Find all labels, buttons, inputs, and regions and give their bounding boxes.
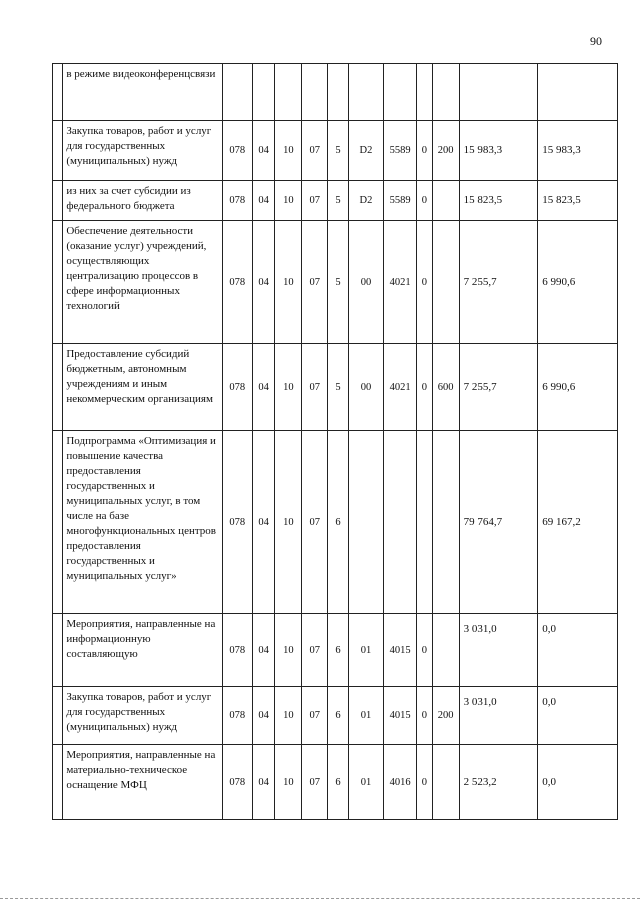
budget-table [52,63,618,820]
subprogram-code-cell: 5 [328,121,349,181]
admin-code-cell: 078 [222,614,252,687]
flag-code-cell [417,431,433,614]
program-code-cell [302,64,328,121]
subsection-code-cell: 10 [275,745,302,820]
item-name-cell: Мероприятия, направленные на информационную составляющую [63,614,222,687]
group-code-cell [348,64,383,121]
item-code-cell: 4015 [384,687,417,745]
subsection-code-cell: 10 [275,431,302,614]
section-code-cell: 04 [252,431,275,614]
admin-code-cell: 078 [222,431,252,614]
section-code-cell: 04 [252,344,275,431]
approved-amount-cell: 2 523,2 [459,745,538,820]
item-name-cell: Предоставление субсидий бюджетным, автономным учреждениям и иным некоммерческим организациям [63,344,222,431]
table-row [53,745,618,820]
table-row [53,344,618,431]
subprogram-code-cell: 5 [328,344,349,431]
group-code-cell: 01 [348,614,383,687]
section-code-cell: 04 [252,745,275,820]
admin-code-cell: 078 [222,745,252,820]
table-row [53,221,618,344]
group-code-cell [348,431,383,614]
item-code-cell: 5589 [384,121,417,181]
subprogram-code-cell: 5 [328,221,349,344]
program-code-cell: 07 [302,687,328,745]
program-code-cell: 07 [302,181,328,221]
executed-amount-cell: 0,0 [538,614,618,687]
approved-amount-cell [459,64,538,121]
item-code-cell: 4021 [384,344,417,431]
group-code-cell: 01 [348,745,383,820]
item-name-cell: Подпрограмма «Оптимизация и повышение качества предоставления государственных и муниципальных услуг, в том числе на базе многофункциональных центров предоставления государственных и муниципальных услуг» [63,431,222,614]
admin-code-cell: 078 [222,181,252,221]
flag-code-cell: 0 [417,687,433,745]
admin-code-cell: 078 [222,121,252,181]
table-row [53,614,618,687]
program-code-cell: 07 [302,221,328,344]
flag-code-cell: 0 [417,181,433,221]
approved-amount-cell: 79 764,7 [459,431,538,614]
approved-amount-cell: 15 823,5 [459,181,538,221]
item-code-cell [384,64,417,121]
item-name-cell: Мероприятия, направленные на материально-техническое оснащение МФЦ [63,745,222,820]
flag-code-cell: 0 [417,221,433,344]
table-row [53,431,618,614]
executed-amount-cell: 0,0 [538,687,618,745]
table-row [53,687,618,745]
expense-type-cell [432,181,459,221]
program-code-cell: 07 [302,614,328,687]
section-code-cell: 04 [252,121,275,181]
subprogram-code-cell [328,64,349,121]
section-code-cell: 04 [252,181,275,221]
item-code-cell: 4021 [384,221,417,344]
footer-divider [0,898,640,899]
section-code-cell [252,64,275,121]
item-name-cell: Обеспечение деятельности (оказание услуг) учреждений, осуществляющих централизацию процессов в сфере информационных технологий [63,221,222,344]
expense-type-cell [432,221,459,344]
item-name-cell: из них за счет субсидии из федерального бюджета [63,181,222,221]
row-number-cell [53,745,63,820]
subsection-code-cell: 10 [275,344,302,431]
row-number-cell [53,64,63,121]
group-code-cell: 00 [348,344,383,431]
item-name-cell: Закупка товаров, работ и услуг для государственных (муниципальных) нужд [63,121,222,181]
flag-code-cell [417,64,433,121]
group-code-cell: 00 [348,221,383,344]
approved-amount-cell: 3 031,0 [459,687,538,745]
executed-amount-cell: 0,0 [538,745,618,820]
admin-code-cell [222,64,252,121]
subprogram-code-cell: 6 [328,687,349,745]
executed-amount-cell: 6 990,6 [538,221,618,344]
table-row [53,181,618,221]
section-code-cell: 04 [252,687,275,745]
expense-type-cell [432,745,459,820]
expense-type-cell [432,64,459,121]
item-name-cell: Закупка товаров, работ и услуг для государственных (муниципальных) нужд [63,687,222,745]
subsection-code-cell: 10 [275,121,302,181]
item-code-cell: 5589 [384,181,417,221]
executed-amount-cell: 69 167,2 [538,431,618,614]
subprogram-code-cell: 5 [328,181,349,221]
expense-type-cell [432,614,459,687]
section-code-cell: 04 [252,614,275,687]
subprogram-code-cell: 6 [328,431,349,614]
row-number-cell [53,121,63,181]
group-code-cell: D2 [348,121,383,181]
section-code-cell: 04 [252,221,275,344]
executed-amount-cell: 15 823,5 [538,181,618,221]
admin-code-cell: 078 [222,344,252,431]
approved-amount-cell: 15 983,3 [459,121,538,181]
flag-code-cell: 0 [417,614,433,687]
item-name-cell: в режиме видеоконференцсвязи [63,64,222,121]
row-number-cell [53,614,63,687]
subsection-code-cell: 10 [275,687,302,745]
subsection-code-cell: 10 [275,181,302,221]
subsection-code-cell: 10 [275,221,302,344]
row-number-cell [53,687,63,745]
row-number-cell [53,181,63,221]
expense-type-cell [432,431,459,614]
item-code-cell: 4015 [384,614,417,687]
admin-code-cell: 078 [222,221,252,344]
program-code-cell: 07 [302,745,328,820]
program-code-cell: 07 [302,121,328,181]
executed-amount-cell: 6 990,6 [538,344,618,431]
executed-amount-cell [538,64,618,121]
subsection-code-cell: 10 [275,614,302,687]
subprogram-code-cell: 6 [328,614,349,687]
group-code-cell: 01 [348,687,383,745]
item-code-cell [384,431,417,614]
flag-code-cell: 0 [417,344,433,431]
subprogram-code-cell: 6 [328,745,349,820]
program-code-cell: 07 [302,431,328,614]
flag-code-cell: 0 [417,121,433,181]
subsection-code-cell [275,64,302,121]
group-code-cell: D2 [348,181,383,221]
flag-code-cell: 0 [417,745,433,820]
expense-type-cell: 600 [432,344,459,431]
row-number-cell [53,431,63,614]
row-number-cell [53,221,63,344]
table-row [53,121,618,181]
expense-type-cell: 200 [432,687,459,745]
program-code-cell: 07 [302,344,328,431]
item-code-cell: 4016 [384,745,417,820]
table-row [53,64,618,121]
admin-code-cell: 078 [222,687,252,745]
executed-amount-cell: 15 983,3 [538,121,618,181]
row-number-cell [53,344,63,431]
page-number: 90 [590,34,602,48]
approved-amount-cell: 3 031,0 [459,614,538,687]
approved-amount-cell: 7 255,7 [459,344,538,431]
expense-type-cell: 200 [432,121,459,181]
approved-amount-cell: 7 255,7 [459,221,538,344]
